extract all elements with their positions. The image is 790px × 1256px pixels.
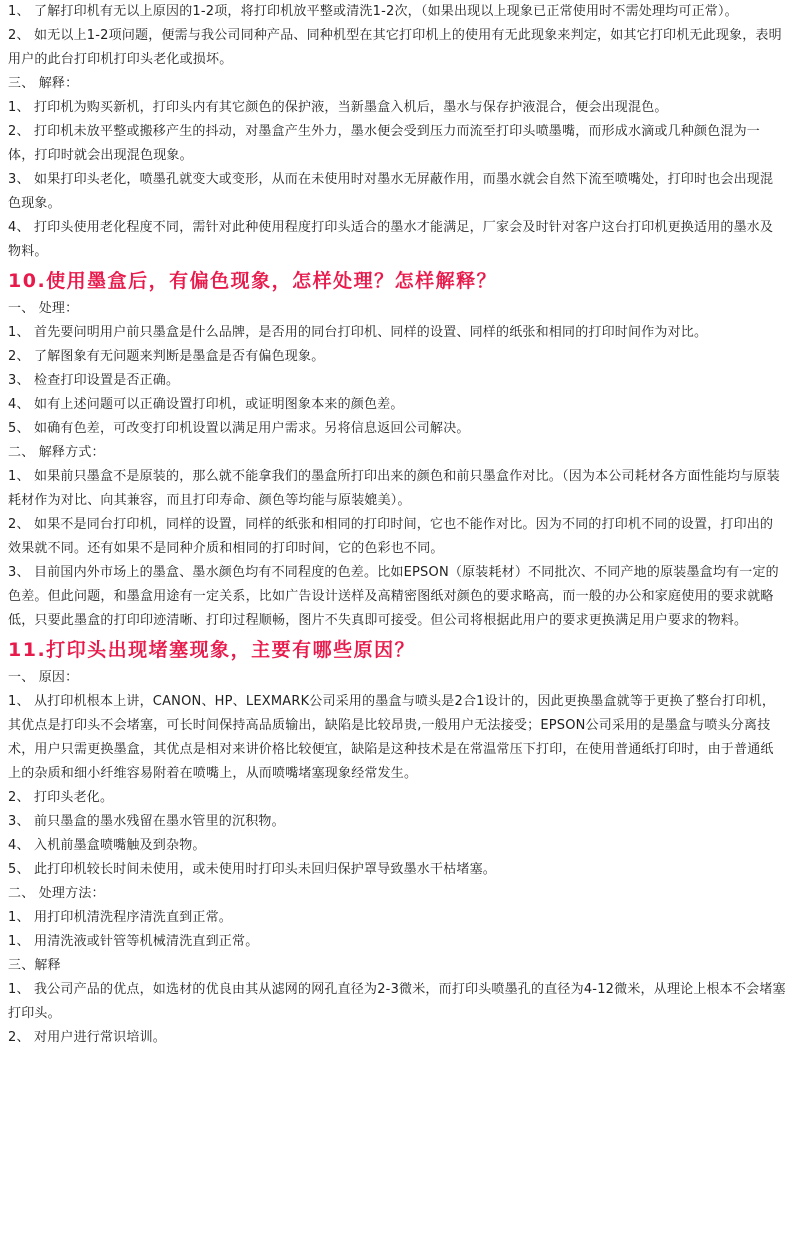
paragraph-line: 二、 处理方法： [8,886,105,901]
section-heading: 11.打印头出现堵塞现象，主要有哪些原因？ [8,639,416,661]
section-heading: 10.使用墨盒后，有偏色现象，怎样处理？怎样解释？ [8,270,498,292]
paragraph-line: 三、解释 [8,958,61,973]
paragraph-line: 三、 解释： [8,76,79,91]
paragraph-line: 1、 了解打印机有无以上原因的1-2项，将打印机放平整或清洗1-2次，（如果出现以上现象已正常使用时不需处理均可正常）。 [8,4,738,19]
paragraph-line: 5、 此打印机较长时间未使用，或未使用时打印头未回归保护罩导致墨水干枯堵塞。 [8,862,497,877]
paragraph-line: 2、 如无以上1-2项问题，便需与我公司同种产品、同种机型在其它打印机上的使用有无此现象来判定，如其它打印机无此现象，表明用户的此台打印机打印头老化或损坏。 [8,28,782,67]
paragraph-line: 4、 如有上述问题可以正确设置打印机，或证明图象本来的颜色差。 [8,397,404,412]
paragraph-line: 1、 我公司产品的优点，如选材的优良由其从滤网的网孔直径为2-3微米，而打印头喷墨孔的直径为4-12微米，从理论上根本不会堵塞打印头。 [8,982,786,1021]
paragraph-line: 一、 原因： [8,670,79,685]
paragraph-line: 2、 了解图象有无问题来判断是墨盒是否有偏色现象。 [8,349,325,364]
paragraph-line: 2、 打印机未放平整或搬移产生的抖动，对墨盒产生外力，墨水便会受到压力而流至打印头喷墨嘴，而形成水滴或几种颜色混为一体，打印时就会出现混色现象。 [8,124,761,163]
paragraph-line: 1、 如果前只墨盒不是原装的，那么就不能拿我们的墨盒所打印出来的颜色和前只墨盒作对比。（因为本公司耗材各方面性能均与原装耗材作为对比、向其兼容，而且打印寿命、颜色等均能与原装媲美）。 [8,469,780,508]
paragraph-line: 1、 打印机为购买新机，打印头内有其它颜色的保护液，当新墨盒入机后，墨水与保存护液混合，便会出现混色。 [8,100,668,115]
paragraph-line: 5、 如确有色差，可改变打印机设置以满足用户需求。另将信息返回公司解决。 [8,421,470,436]
paragraph-line: 二、 解释方式： [8,445,105,460]
paragraph-line: 2、 对用户进行常识培训。 [8,1030,167,1045]
paragraph-line: 1、 从打印机根本上讲，CANON、HP、LEXMARK公司采用的墨盒与喷头是2合1设计的，因此更换墨盒就等于更换了整台打印机，其优点是打印头不会堵塞，可长时间保持高品质输出，缺陷是比较昂贵,一般用户无法接受；EPSON公司采用的是墨盒与喷头分离技术，用户只需更换墨盒，其优点是相对来讲价格比较便宜，缺陷是这种技术是在常温常压下打印，在使用普通纸打印时，由于普通纸上的杂质和细小纤维容易附着在喷嘴上，从而喷嘴堵塞现象经常发生。 [8,694,776,781]
paragraph-line: 一、 处理： [8,301,79,316]
paragraph-line: 3、 前只墨盒的墨水残留在墨水管里的沉积物。 [8,814,285,829]
paragraph-line: 1、 用清洗液或针管等机械清洗直到正常。 [8,934,259,949]
paragraph-line: 4、 入机前墨盒喷嘴触及到杂物。 [8,838,206,853]
paragraph-line: 2、 如果不是同台打印机，同样的设置，同样的纸张和相同的打印时间，它也不能作对比。因为不同的打印机不同的设置，打印出的效果就不同。还有如果不是同种介质和相同的打印时间，它的色彩也不同。 [8,517,774,556]
paragraph-line: 1、 首先要问明用户前只墨盒是什么品牌，是否用的同台打印机、同样的设置、同样的纸张和相同的打印时间作为对比。 [8,325,708,340]
paragraph-line: 2、 打印头老化。 [8,790,114,805]
paragraph-line: 3、 检查打印设置是否正确。 [8,373,180,388]
paragraph-line: 1、 用打印机清洗程序清洗直到正常。 [8,910,233,925]
paragraph-line: 3、 如果打印头老化，喷墨孔就变大或变形，从而在未使用时对墨水无屏蔽作用，而墨水就会自然下流至喷嘴处，打印时也会出现混色现象。 [8,172,774,211]
paragraph-line: 4、 打印头使用老化程度不同，需针对此种使用程度打印头适合的墨水才能满足，厂家会及时针对客户这台打印机更换适用的墨水及物料。 [8,220,774,259]
paragraph-line: 3、 目前国内外市场上的墨盒、墨水颜色均有不同程度的色差。比如EPSON（原装耗材）不同批次、不同产地的原装墨盒均有一定的色差。但此问题，和墨盒用途有一定关系，比如广告设计送样及高精密图纸对颜色的要求略高，而一般的办公和家庭使用的要求就略低，只要此墨盒的打印印迹清晰、打印过程顺畅，图片不失真即可接受。但公司将根据此用户的要求更换满足用户要求的物料。 [8,565,779,628]
